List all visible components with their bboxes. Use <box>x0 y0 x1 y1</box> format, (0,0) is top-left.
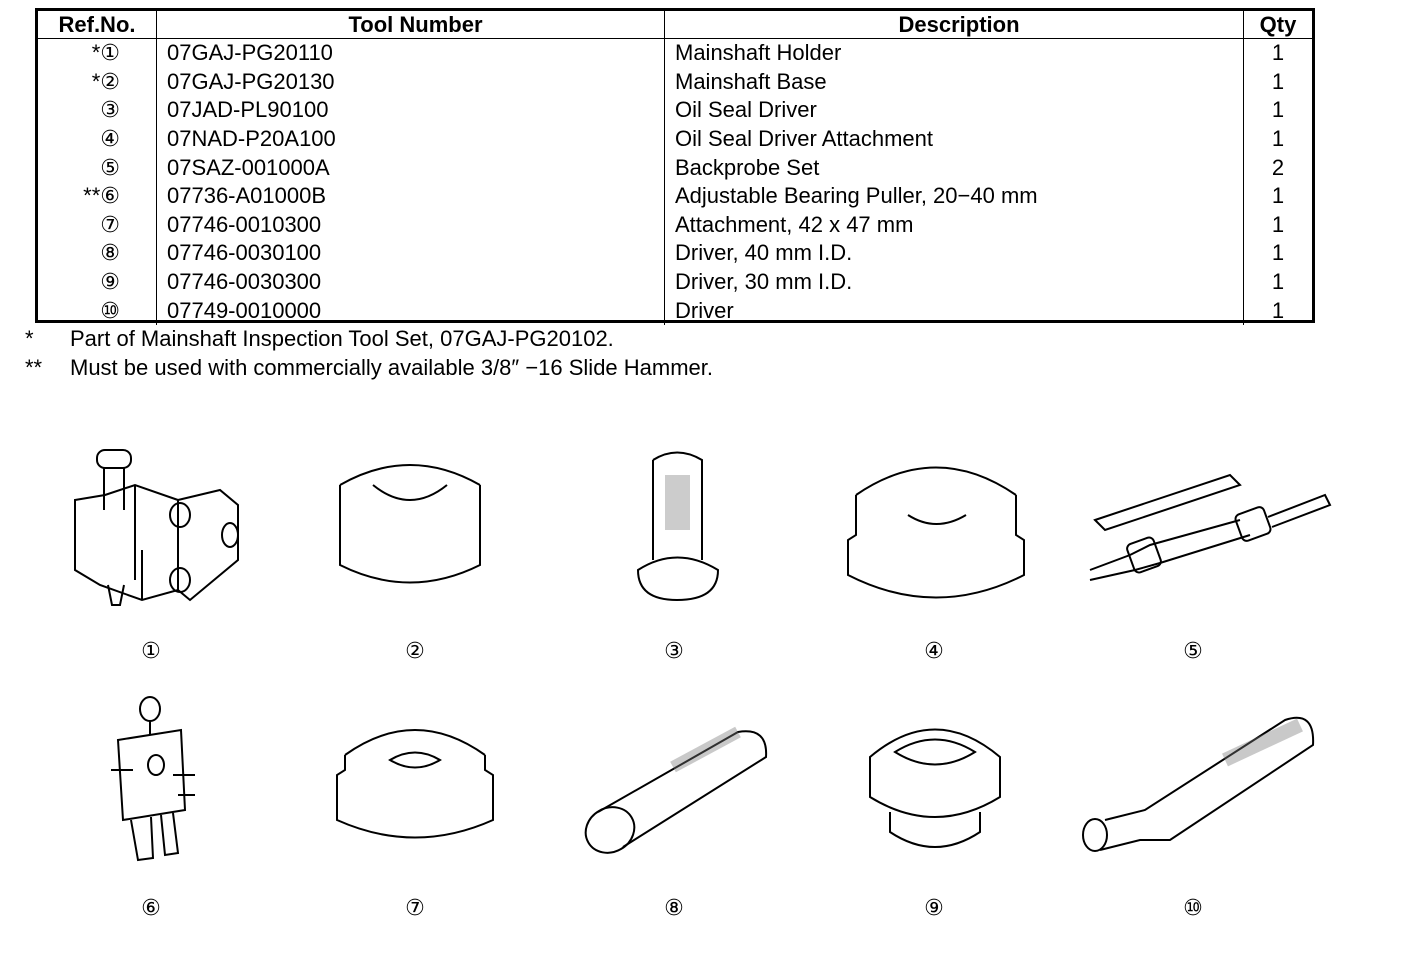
footnote-text: Must be used with commercially available 3/8″ −16 Slide Hammer. <box>70 355 714 380</box>
header-description: Description <box>665 11 1244 39</box>
ref-cell: ⑤ <box>38 153 157 182</box>
description-cell: Driver, 30 mm I.D. <box>665 268 1244 297</box>
tool-number-cell: 07746-0030100 <box>157 239 665 268</box>
table-row <box>38 39 1312 68</box>
qty-cell: 1 <box>1271 40 1285 66</box>
qty-cell: 1 <box>1271 126 1285 152</box>
figure-number: ④ <box>924 638 944 663</box>
table-row <box>38 296 1312 325</box>
figure-number: ② <box>405 638 425 663</box>
mainshaft-base-icon <box>335 455 485 600</box>
attachment-icon <box>335 715 495 845</box>
qty-cell: 1 <box>1271 297 1285 323</box>
table-row <box>38 153 1312 182</box>
driver-icon <box>1075 700 1320 860</box>
oil-seal-driver-attachment-icon <box>848 455 1028 610</box>
mainshaft-holder-icon <box>60 440 250 615</box>
qty-cell: 1 <box>1271 240 1285 266</box>
table-header-row <box>38 11 1312 39</box>
footnote-text: Part of Mainshaft Inspection Tool Set, 07GAJ-PG20102. <box>70 326 614 351</box>
figure-number: ① <box>141 638 161 663</box>
description-cell: Driver, 40 mm I.D. <box>665 239 1244 268</box>
table-row <box>38 182 1312 211</box>
ref-cell: **⑥ <box>38 182 157 211</box>
bearing-puller-icon <box>103 695 198 865</box>
tool-number-cell: 07749-0010000 <box>157 296 665 325</box>
tool-number-cell: 07746-0010300 <box>157 211 665 240</box>
figure-number: ⑥ <box>141 895 161 920</box>
figure-number: ⑩ <box>1183 895 1203 920</box>
ref-cell: ⑨ <box>38 268 157 297</box>
description-cell: Oil Seal Driver Attachment <box>665 125 1244 154</box>
driver-40mm-icon <box>578 712 773 857</box>
description-cell: Attachment, 42 x 47 mm <box>665 211 1244 240</box>
footnote-tool-set <box>25 326 614 352</box>
description-cell: Adjustable Bearing Puller, 20−40 mm <box>665 182 1244 211</box>
driver-30mm-icon <box>865 712 1005 862</box>
ref-cell: ⑧ <box>38 239 157 268</box>
header-ref-no: Ref.No. <box>38 11 157 39</box>
figure-number: ⑤ <box>1183 638 1203 663</box>
table-row <box>38 239 1312 268</box>
description-cell: Oil Seal Driver <box>665 96 1244 125</box>
description-cell: Mainshaft Holder <box>665 39 1244 68</box>
qty-cell: 1 <box>1271 211 1285 237</box>
qty-cell: 1 <box>1271 68 1285 94</box>
tool-number-cell: 07736-A01000B <box>157 182 665 211</box>
ref-cell: *① <box>38 39 157 68</box>
table-row <box>38 68 1312 97</box>
tool-number-cell: 07JAD-PL90100 <box>157 96 665 125</box>
tool-number-cell: 07SAZ-001000A <box>157 153 665 182</box>
qty-cell: 1 <box>1271 97 1285 123</box>
oil-seal-driver-icon <box>630 445 725 605</box>
figure-number: ⑨ <box>924 895 944 920</box>
figure-number: ③ <box>664 638 684 663</box>
description-cell: Backprobe Set <box>665 153 1244 182</box>
qty-cell: 2 <box>1271 154 1285 180</box>
ref-cell: ⑦ <box>38 211 157 240</box>
header-tool-number: Tool Number <box>157 11 665 39</box>
footnote-mark: * <box>25 326 34 351</box>
figure-number: ⑧ <box>664 895 684 920</box>
footnote-slide-hammer <box>25 355 713 381</box>
description-cell: Mainshaft Base <box>665 68 1244 97</box>
tool-number-cell: 07746-0030300 <box>157 268 665 297</box>
description-cell: Driver <box>665 296 1244 325</box>
special-tools-table <box>35 8 1315 323</box>
tool-number-cell: 07GAJ-PG20110 <box>157 39 665 68</box>
table-row <box>38 96 1312 125</box>
table-row <box>38 268 1312 297</box>
qty-cell: 1 <box>1271 269 1285 295</box>
ref-cell: ④ <box>38 125 157 154</box>
table-row <box>38 125 1312 154</box>
qty-cell: 1 <box>1271 183 1285 209</box>
ref-cell: ⑩ <box>38 296 157 325</box>
tool-number-cell: 07NAD-P20A100 <box>157 125 665 154</box>
ref-cell: ③ <box>38 96 157 125</box>
backprobe-set-icon <box>1090 465 1335 595</box>
header-qty: Qty <box>1244 11 1313 39</box>
table-row <box>38 211 1312 240</box>
ref-cell: *② <box>38 68 157 97</box>
footnote-mark: ** <box>25 355 43 380</box>
figure-number: ⑦ <box>405 895 425 920</box>
tool-number-cell: 07GAJ-PG20130 <box>157 68 665 97</box>
